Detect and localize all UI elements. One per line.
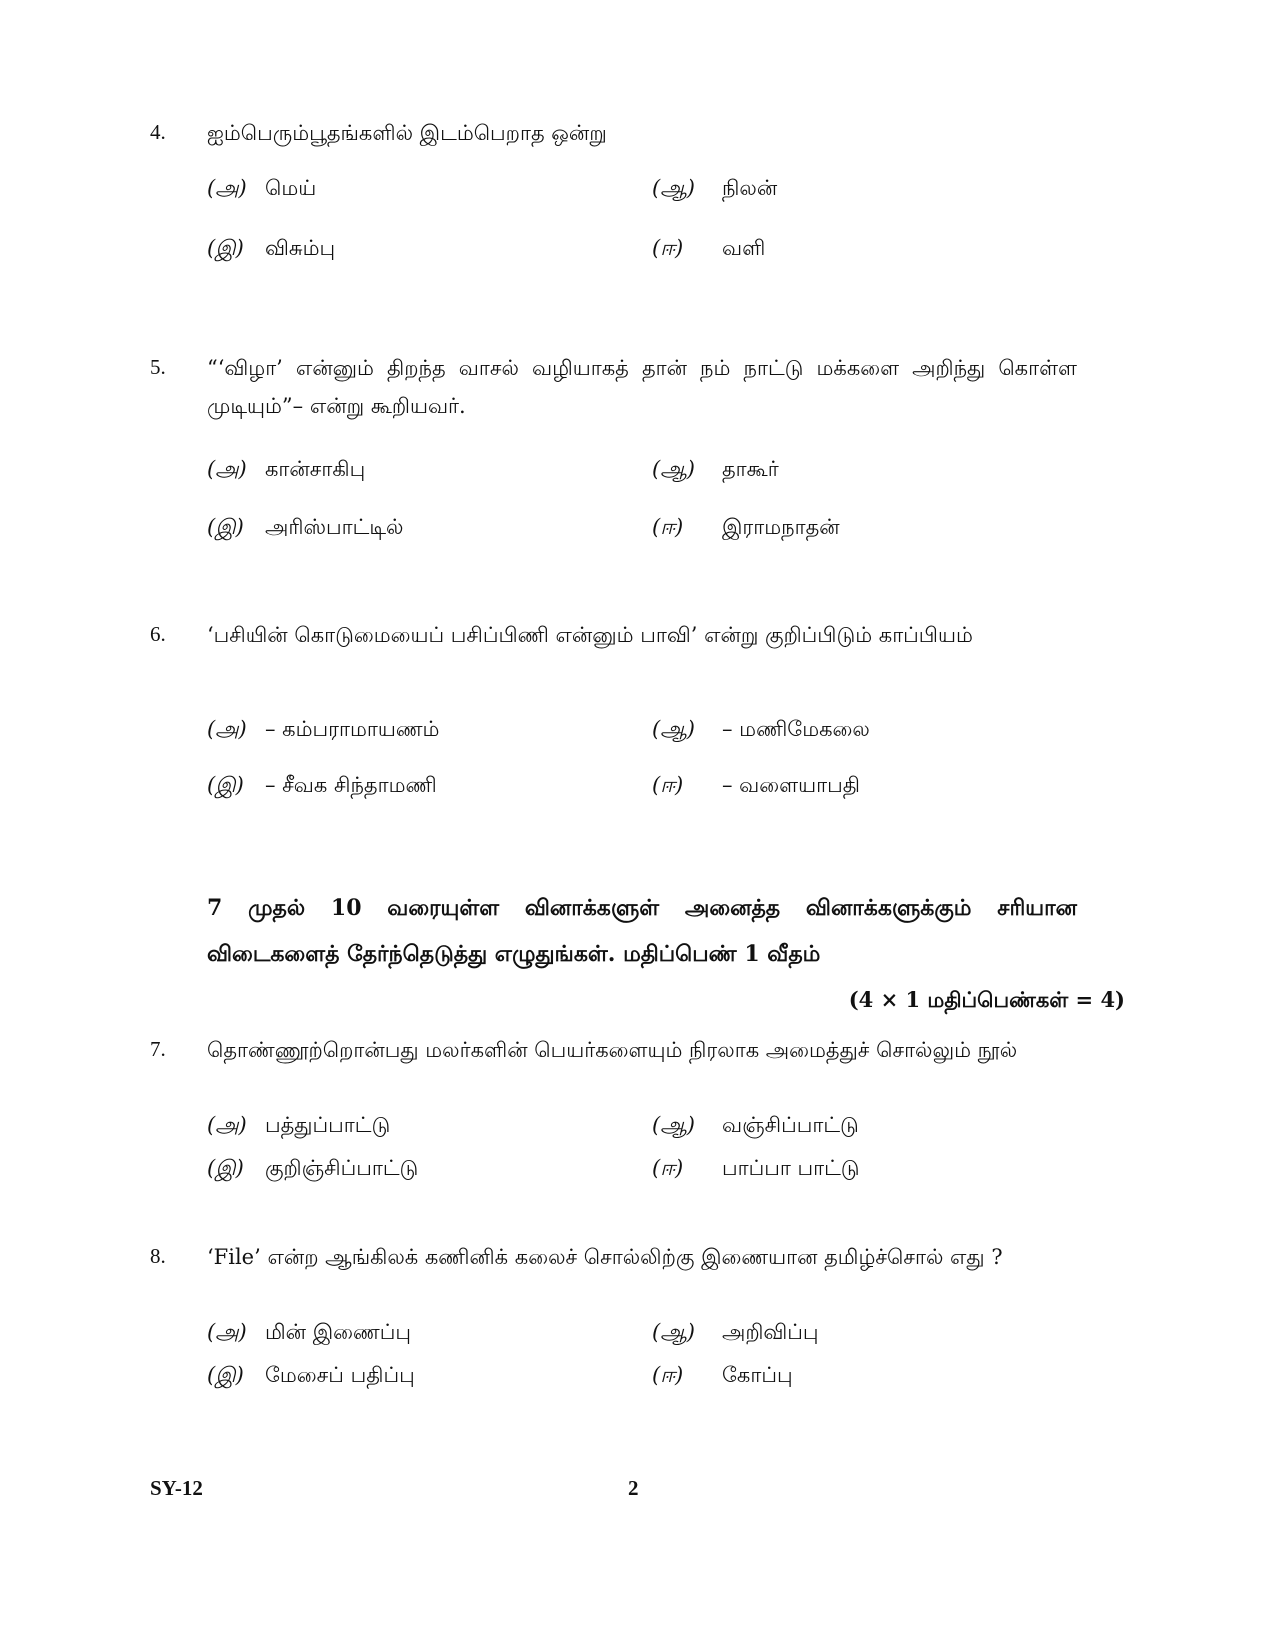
option-label: (இ) — [207, 1363, 244, 1387]
option-a — [207, 1320, 411, 1347]
option-label: (ஆ) — [652, 457, 695, 481]
option-text: அறிவிப்பு — [722, 1320, 819, 1344]
option-label: (ஆ) — [652, 717, 695, 741]
option-label: (அ) — [207, 1113, 247, 1137]
option-c — [207, 1156, 418, 1183]
option-d — [652, 773, 860, 800]
option-d — [652, 515, 840, 542]
option-label: (ஈ) — [652, 236, 684, 260]
option-c — [207, 515, 403, 542]
question-number: 5. — [150, 355, 166, 379]
option-label: (இ) — [207, 773, 244, 797]
option-text: வஞ்சிப்பாட்டு — [722, 1113, 859, 1137]
option-label: (ஆ) — [652, 1320, 695, 1344]
question-number: 7. — [150, 1037, 166, 1061]
paper-code: SY-12 — [150, 1476, 203, 1500]
option-label: (அ) — [207, 457, 247, 481]
option-text: கான்சாகிபு — [265, 457, 366, 481]
option-text: – மணிமேகலை — [722, 717, 870, 741]
question-number: 6. — [150, 622, 166, 646]
question-text: ஐம்பெரும்பூதங்களில் இடம்பெறாத ஒன்று — [207, 121, 607, 145]
option-text: இராமநாதன் — [722, 515, 840, 539]
option-label: (ஈ) — [652, 515, 684, 539]
option-text: – சீவக சிந்தாமணி — [265, 773, 437, 797]
option-c — [207, 773, 437, 800]
option-d — [652, 236, 765, 263]
option-a — [207, 457, 365, 484]
option-text: அரிஸ்பாட்டில் — [265, 515, 404, 539]
section-instruction: 7 முதல் 10 வரையுள்ள வினாக்களுள் அனைத்த வினாக்களுக்கும் சரியான விடைகளைத் தேர்ந்தெடுத்து எழுதுங்கள். மதிப்பெண் 1 வீதம் — [207, 895, 1077, 967]
question-number: 8. — [150, 1244, 166, 1268]
option-text: குறிஞ்சிப்பாட்டு — [265, 1156, 419, 1180]
page-number: 2 — [628, 1476, 639, 1500]
option-label: (அ) — [207, 1320, 247, 1344]
option-b — [652, 176, 777, 203]
option-text: மேசைப் பதிப்பு — [265, 1363, 415, 1387]
option-text: – கம்பராமாயணம் — [265, 717, 440, 741]
option-b — [652, 1113, 859, 1140]
option-label: (இ) — [207, 236, 244, 260]
option-label: (ஆ) — [652, 1113, 695, 1137]
option-text: வளி — [722, 236, 766, 260]
option-text: கோப்பு — [722, 1363, 793, 1387]
option-label: (அ) — [207, 176, 247, 200]
option-a — [207, 176, 316, 203]
option-text: நிலன் — [722, 176, 778, 200]
option-text: பாப்பா பாட்டு — [722, 1156, 860, 1180]
option-c — [207, 236, 335, 263]
option-d — [652, 1363, 793, 1390]
option-d — [652, 1156, 860, 1183]
option-text: மெய் — [265, 176, 317, 200]
question-text: ‘File’ என்ற ஆங்கிலக் கணினிக் கலைச் சொல்லிற்கு இணையான தமிழ்ச்சொல் எது ? — [207, 1245, 1003, 1269]
option-text: பத்துப்பாட்டு — [265, 1113, 391, 1137]
option-label: (அ) — [207, 717, 247, 741]
option-text: மின் இணைப்பு — [265, 1320, 411, 1344]
option-label: (ஈ) — [652, 773, 684, 797]
section-marks: (4 × 1 மதிப்பெண்கள் = 4) — [848, 987, 1125, 1012]
option-text: விசும்பு — [265, 236, 336, 260]
option-text: தாகூர் — [722, 457, 779, 481]
question-text: “‘விழா’ என்னும் திறந்த வாசல் வழியாகத் தான் நம் நாட்டு மக்களை அறிந்து கொள்ள முடியும்”– என்று கூறியவர். — [207, 356, 1077, 418]
option-a — [207, 717, 439, 744]
question-number: 4. — [150, 120, 166, 144]
option-label: (ஈ) — [652, 1363, 684, 1387]
option-text: – வளையாபதி — [722, 773, 860, 797]
option-b — [652, 457, 779, 484]
option-a — [207, 1113, 390, 1140]
option-c — [207, 1363, 415, 1390]
option-b — [652, 1320, 819, 1347]
option-label: (ஆ) — [652, 176, 695, 200]
option-label: (இ) — [207, 515, 244, 539]
option-label: (ஈ) — [652, 1156, 684, 1180]
option-b — [652, 717, 870, 744]
question-text: ‘பசியின் கொடுமையைப் பசிப்பிணி என்னும் பாவி’ என்று குறிப்பிடும் காப்பியம் — [207, 623, 973, 647]
option-label: (இ) — [207, 1156, 244, 1180]
question-text: தொண்ணூற்றொன்பது மலர்களின் பெயர்களையும் நிரலாக அமைத்துச் சொல்லும் நூல் — [207, 1038, 1018, 1062]
